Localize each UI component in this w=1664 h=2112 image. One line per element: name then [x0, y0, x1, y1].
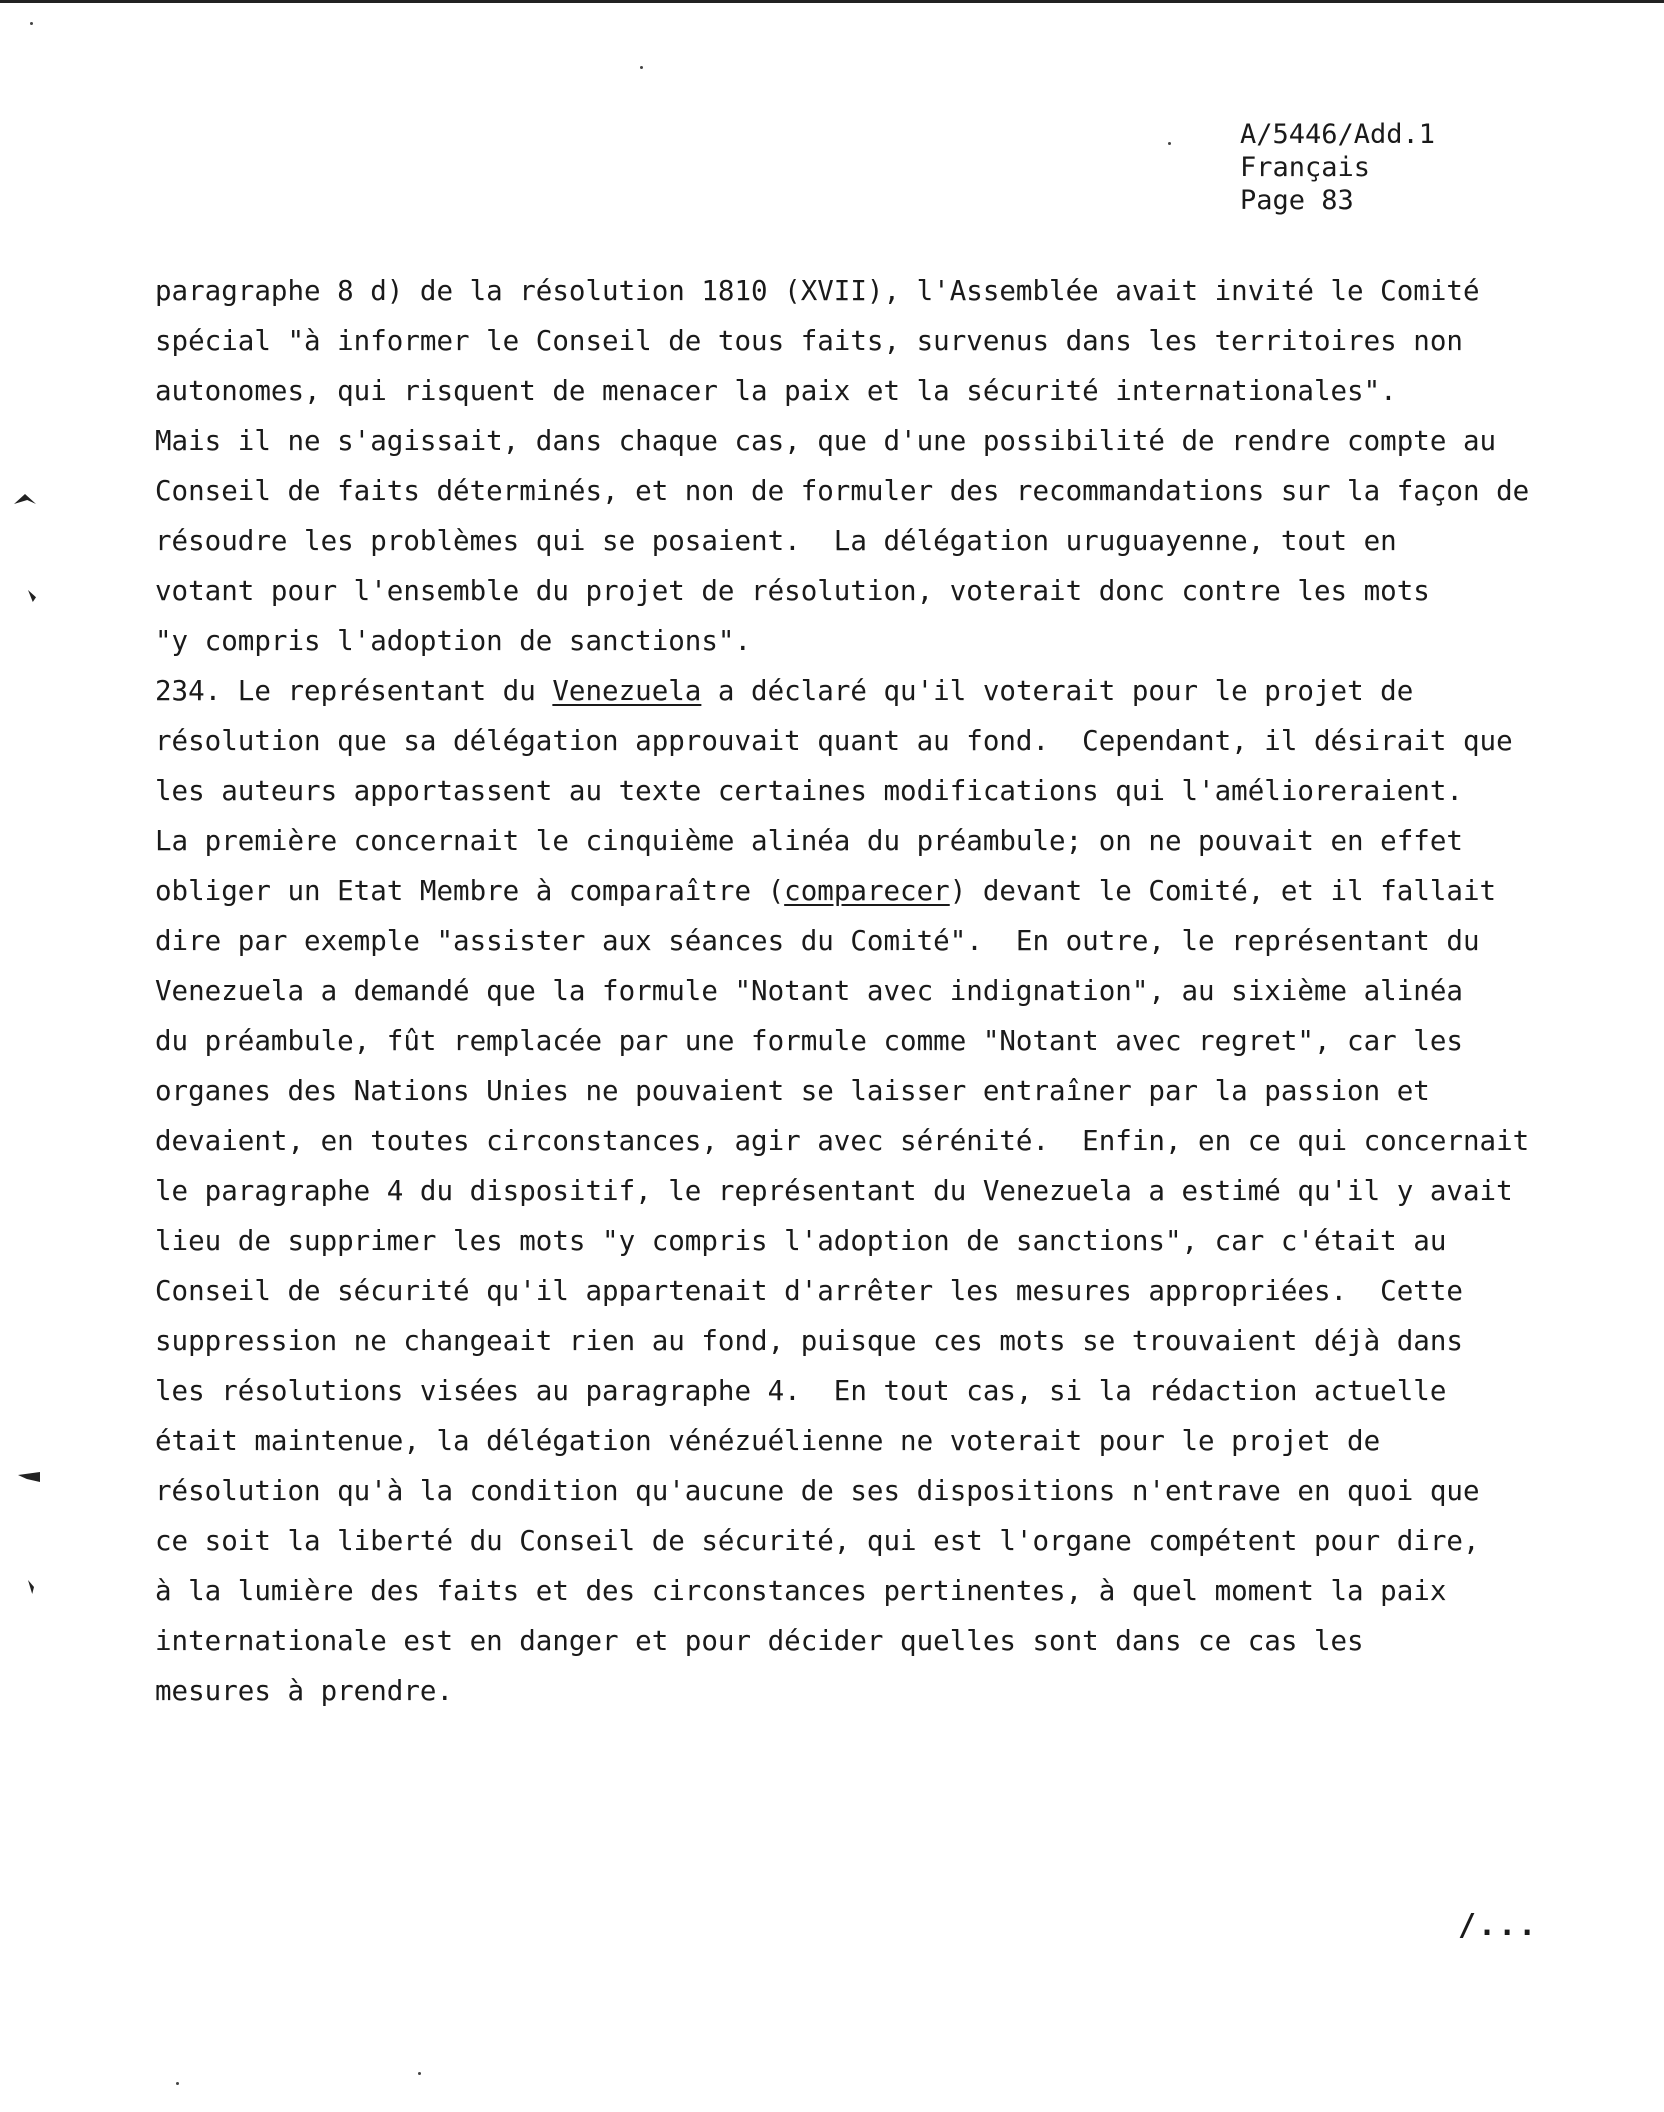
text-line: [155, 716, 1555, 766]
top-edge-rule: [0, 0, 1664, 3]
text-segment: autonomes, qui risquent de menacer la paix et la sécurité internationales".: [155, 375, 1397, 407]
scan-artifact-mark: [28, 1580, 34, 1594]
text-line: [155, 1116, 1555, 1166]
text-line: [155, 1516, 1555, 1566]
text-line: [155, 616, 1555, 666]
scan-speck: [418, 2072, 421, 2075]
text-line: [155, 1166, 1555, 1216]
text-segment: Conseil de faits déterminés, et non de formuler des recommandations sur la façon de: [155, 475, 1530, 507]
text-line: [155, 1216, 1555, 1266]
text-segment: suppression ne changeait rien au fond, puisque ces mots se trouvaient déjà dans: [155, 1325, 1463, 1357]
text-line: [155, 1366, 1555, 1416]
text-line: [155, 1016, 1555, 1066]
text-line: [155, 1566, 1555, 1616]
text-segment: résolution que sa délégation approuvait quant au fond. Cependant, il désirait que: [155, 725, 1513, 757]
text-segment: Venezuela a demandé que la formule "Notant avec indignation", au sixième alinéa: [155, 975, 1463, 1007]
text-segment: devaient, en toutes circonstances, agir avec sérénité. Enfin, en ce qui concernait: [155, 1125, 1530, 1157]
text-segment: 234. Le représentant du: [155, 675, 553, 707]
text-line: [155, 916, 1555, 966]
text-segment: internationale est en danger et pour décider quelles sont dans ce cas les: [155, 1625, 1364, 1657]
scan-speck: [1168, 142, 1171, 145]
text-segment: votant pour l'ensemble du projet de résolution, voterait donc contre les mots: [155, 575, 1430, 607]
text-line: [155, 966, 1555, 1016]
scan-speck: [176, 2082, 179, 2085]
text-line: [155, 816, 1555, 866]
scan-artifact-mark: [28, 590, 36, 602]
text-line: [155, 1316, 1555, 1366]
text-segment: les auteurs apportassent au texte certaines modifications qui l'amélioreraient.: [155, 775, 1463, 807]
text-segment: résoudre les problèmes qui se posaient. La délégation uruguayenne, tout en: [155, 525, 1397, 557]
scan-artifact-mark: [18, 1472, 40, 1482]
text-line: [155, 666, 1555, 716]
text-segment: obliger un Etat Membre à comparaître (: [155, 875, 785, 907]
text-line: [155, 1066, 1555, 1116]
text-segment: organes des Nations Unies ne pouvaient se laisser entraîner par la passion et: [155, 1075, 1430, 1107]
continuation-marker: /...: [1458, 1908, 1539, 1943]
text-line: [155, 1616, 1555, 1666]
underlined-term: Venezuela: [552, 675, 702, 707]
text-segment: les résolutions visées au paragraphe 4. En tout cas, si la rédaction actuelle: [155, 1375, 1447, 1407]
page-number: Page 83: [1240, 185, 1354, 216]
text-line: [155, 1416, 1555, 1466]
text-segment: La première concernait le cinquième alinéa du préambule; on ne pouvait en effet: [155, 825, 1463, 857]
text-segment: le paragraphe 4 du dispositif, le représentant du Venezuela a estimé qu'il y avait: [155, 1175, 1513, 1207]
underlined-term: comparecer: [784, 875, 950, 907]
body-text: [155, 266, 1555, 1716]
text-line: [155, 566, 1555, 616]
text-segment: spécial "à informer le Conseil de tous faits, survenus dans les territoires non: [155, 325, 1463, 357]
text-segment: paragraphe 8 d) de la résolution 1810 (XVII), l'Assemblée avait invité le Comité: [155, 275, 1480, 307]
text-line: [155, 1466, 1555, 1516]
text-segment: à la lumière des faits et des circonstances pertinentes, à quel moment la paix: [155, 1575, 1447, 1607]
document-symbol: A/5446/Add.1: [1240, 119, 1436, 150]
document-language: Français: [1240, 152, 1371, 183]
scan-speck: [30, 22, 33, 25]
text-segment: mesures à prendre.: [155, 1675, 454, 1707]
scan-artifact-mark: [14, 494, 36, 504]
scan-speck: [640, 66, 643, 69]
text-line: [155, 766, 1555, 816]
text-line: [155, 416, 1555, 466]
text-line: [155, 266, 1555, 316]
text-segment: dire par exemple "assister aux séances du Comité". En outre, le représentant du: [155, 925, 1480, 957]
text-line: [155, 466, 1555, 516]
text-segment: ) devant le Comité, et il fallait: [949, 875, 1497, 907]
text-line: [155, 1266, 1555, 1316]
text-line: [155, 866, 1555, 916]
text-segment: du préambule, fût remplacée par une formule comme "Notant avec regret", car les: [155, 1025, 1463, 1057]
text-segment: était maintenue, la délégation vénézuélienne ne voterait pour le projet de: [155, 1425, 1381, 1457]
text-segment: a déclaré qu'il voterait pour le projet de: [701, 675, 1414, 707]
text-line: [155, 366, 1555, 416]
text-segment: ce soit la liberté du Conseil de sécurité, qui est l'organe compétent pour dire,: [155, 1525, 1480, 1557]
text-segment: résolution qu'à la condition qu'aucune de ses dispositions n'entrave en quoi que: [155, 1475, 1480, 1507]
document-header: [1240, 118, 1435, 217]
text-line: [155, 1666, 1555, 1716]
text-segment: "y compris l'adoption de sanctions".: [155, 625, 752, 657]
text-segment: Conseil de sécurité qu'il appartenait d'arrêter les mesures appropriées. Cette: [155, 1275, 1463, 1307]
text-segment: lieu de supprimer les mots "y compris l'adoption de sanctions", car c'était au: [155, 1225, 1447, 1257]
text-segment: Mais il ne s'agissait, dans chaque cas, que d'une possibilité de rendre compte au: [155, 425, 1497, 457]
text-line: [155, 316, 1555, 366]
text-line: [155, 516, 1555, 566]
